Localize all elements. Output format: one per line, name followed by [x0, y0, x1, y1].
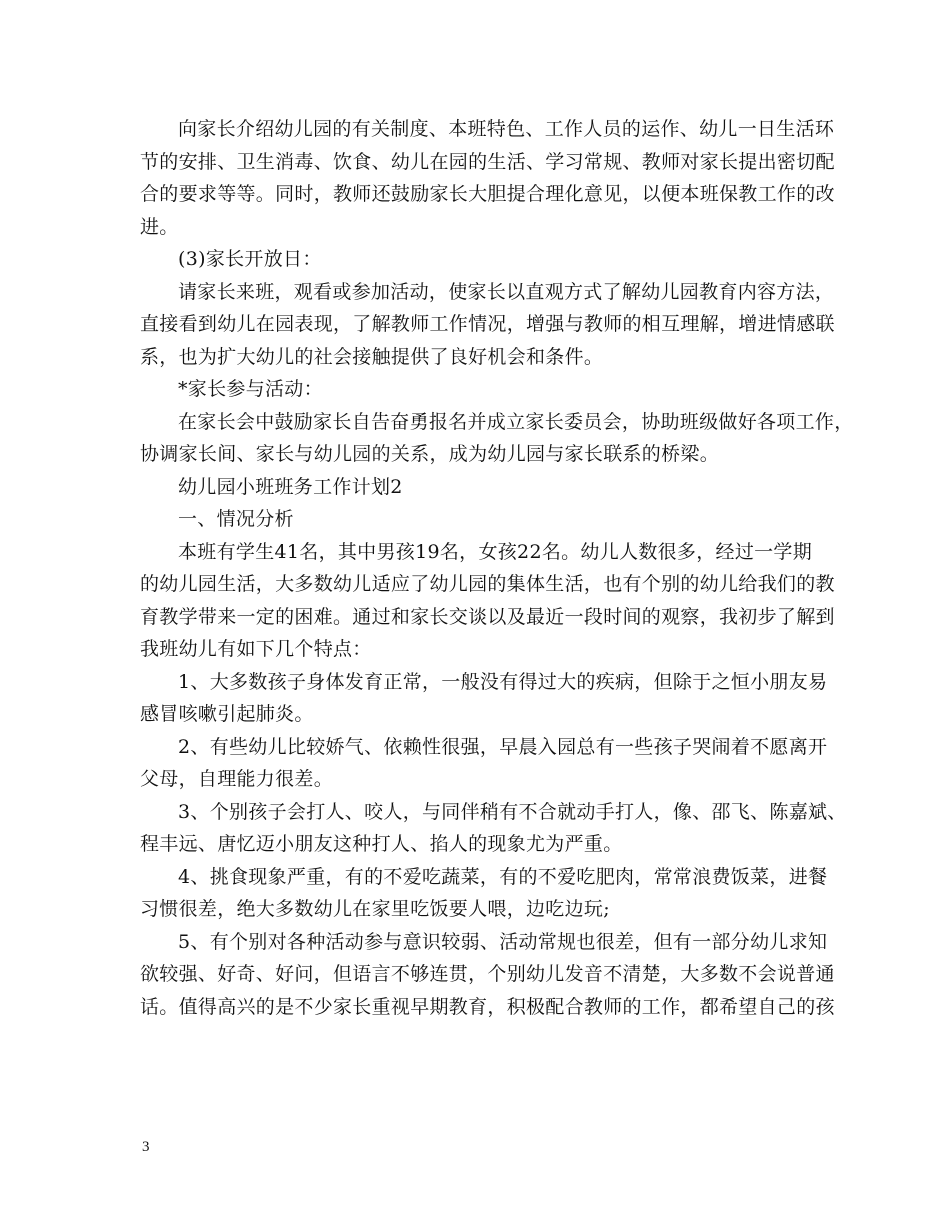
- text-line: 在家长会中鼓励家长自告奋勇报名并成立家长委员会，协助班级做好各项工作，: [178, 410, 854, 433]
- document-title: 幼儿园小班班务工作计划2: [178, 475, 403, 498]
- text-line: 协调家长间、家长与幼儿园的关系，成为幼儿园与家长联系的桥梁。: [140, 443, 720, 465]
- page-number: 3: [142, 1139, 150, 1155]
- list-item: 5、有个别对各种活动参与意识较弱、活动常规也很差，但有一部分幼儿求知: [178, 930, 828, 953]
- text-line: 欲较强、好奇、好问，但语言不够连贯，个别幼儿发音不清楚，大多数不会说普通: [140, 963, 835, 985]
- text-line: 父母，自理能力很差。: [140, 768, 334, 790]
- text-line: 请家长来班，观看或参加活动，使家长以直观方式了解幼儿园教育内容方法，: [178, 280, 835, 303]
- text-line: 话。值得高兴的是不少家长重视早期教育，积极配合教师的工作，都希望自己的孩: [140, 995, 835, 1018]
- document-body: [140, 113, 854, 1023]
- section-heading: 一、情况分析: [178, 508, 294, 530]
- text-line: 我班幼儿有如下几个特点：: [140, 638, 372, 660]
- text-line: 节的安排、卫生消毒、饮食、幼儿在园的生活、学习常规、教师对家长提出密切配: [140, 150, 835, 173]
- text-line: 进。: [140, 215, 179, 238]
- text-line: 的幼儿园生活，大多数幼儿适应了幼儿园的集体生活，也有个别的幼儿给我们的教: [140, 573, 835, 595]
- list-item: 4、挑食现象严重，有的不爱吃蔬菜，有的不爱吃肥肉，常常浪费饭菜，进餐: [178, 865, 828, 888]
- text-line: 向家长介绍幼儿园的有关制度、本班特色、工作人员的运作、幼儿一日生活环: [178, 118, 835, 140]
- text-line: 合的要求等等。同时，教师还鼓励家长大胆提合理化意见，以便本班保教工作的改: [140, 183, 835, 205]
- text-line: 系，也为扩大幼儿的社会接触提供了良好机会和条件。: [140, 345, 604, 368]
- text-line: 直接看到幼儿在园表现，了解教师工作情况，增强与教师的相互理解，增进情感联: [140, 313, 835, 335]
- list-item: 1、大多数孩子身体发育正常，一般没有得过大的疾病，但除于之恒小朋友易: [178, 670, 828, 693]
- section-heading: *家长参与活动：: [178, 378, 323, 400]
- text-line: 本班有学生41名，其中男孩19名，女孩22名。幼儿人数很多，经过一学期: [178, 540, 813, 563]
- text-line: 感冒咳嗽引起肺炎。: [140, 703, 314, 725]
- list-item: 2、有些幼儿比较娇气、依赖性很强，早晨入园总有一些孩子哭闹着不愿离开: [178, 735, 828, 758]
- text-line: 习惯很差，绝大多数幼儿在家里吃饭要人喂，边吃边玩;: [140, 898, 610, 920]
- text-line: 育教学带来一定的困难。通过和家长交谈以及最近一段时间的观察，我初步了解到: [140, 605, 835, 628]
- text-line: 程丰远、唐忆迈小朋友这种打人、掐人的现象尤为严重。: [140, 833, 623, 855]
- list-item: 3、个别孩子会打人、咬人，与同伴稍有不合就动手打人，像、邵飞、陈嘉斌、: [178, 800, 847, 823]
- section-heading: (3)家长开放日：: [178, 248, 322, 270]
